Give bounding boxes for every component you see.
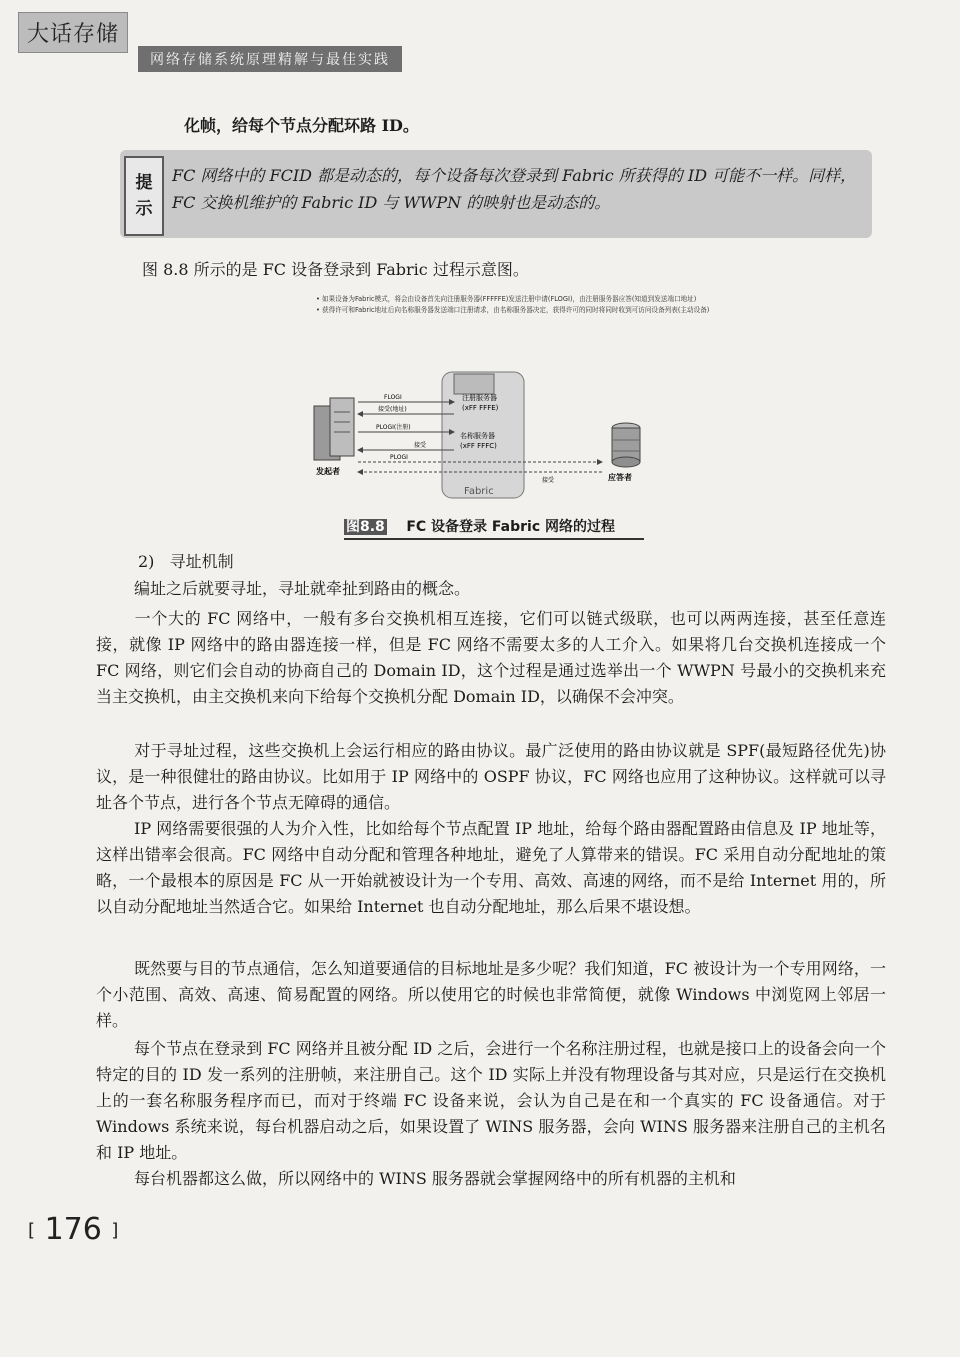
registrar-server-icon — [454, 374, 494, 394]
arrow-label-accept-2: 接受 — [542, 477, 555, 484]
paragraph: 既然要与目的节点通信，怎么知道要通信的目标地址是多少呢？我们知道，FC 被设计为一个专用网络，一个小范围、高效、高速、简易配置的网络。所以使用它的时候也非常简便，就像 Windows 中浏览网上邻居一样。 — [96, 959, 886, 1030]
page-number: [ 176 ] — [28, 1212, 119, 1247]
paragraph: 一个大的 FC 网络中，一般有多台交换机相互连接，它们可以链式级联，也可以两两连接，甚至任意连接，就像 IP 网络中的路由器连接一样，但是 FC 网络不需要太多的人工介入。如果将几台交换机连接成一个 FC 网络，则它们会自动的协商自己的 Domain ID，这个过程是通过选举出一个 WWPN 号最小的交换机来充当主交换机，由主交换机来向下给每个交换机分配 Domain ID，以确保不会冲突。 — [96, 609, 886, 706]
book-subtitle: 网络存储系统原理精解与最佳实践 — [138, 46, 402, 72]
figure-note: • 获得许可和Fabric地址后向名称服务器发送端口注册请求，由名称服务器决定，获得许可的同时将同时收到可访问设备列表(主动设备) — [316, 306, 710, 314]
arrow-label-flogi: FLOGI — [384, 394, 402, 401]
arrow-label-accept-address: 接受(地址) — [378, 406, 407, 413]
initiator-server-icon — [314, 398, 354, 460]
tip-badge-char: 提 — [135, 173, 153, 193]
tip-text: FC 网络中的 FCID 都是动态的，每个设备每次登录到 Fabric 所获得的 ID 可能不一样。同样，FC 交换机维护的 Fabric ID 与 WWPN 的映射也是动态的。 — [172, 166, 857, 212]
arrow-label-accept: 接受 — [414, 442, 427, 449]
intro-line: 化帧，给每个节点分配环路 ID。 — [184, 116, 419, 135]
responder-label: 应答者 — [608, 473, 632, 482]
responder-storage-icon — [612, 423, 640, 467]
paragraph: 每台机器都这么做，所以网络中的 WINS 服务器就会掌握网络中的所有机器的主机和 — [134, 1169, 736, 1188]
figure-notes — [316, 294, 716, 316]
book-title: 大话存储 — [18, 12, 128, 53]
tip-badge — [124, 156, 164, 236]
paragraph: 对于寻址过程，这些交换机上会运行相应的路由协议。最广泛使用的路由协议就是 SPF(最短路径优先)协议，是一种很健壮的路由协议。比如用于 IP 网络中的 OSPF 协议，FC 网络也应用了这种协议。这样就可以寻址各个节点，进行各个节点无障碍的通信。 — [96, 741, 886, 812]
registrar-name: 注册服务器 — [462, 394, 497, 402]
fabric-login-diagram — [296, 360, 676, 510]
arrow-label-plogi-register: PLOGI(注册) — [376, 424, 411, 431]
tip-badge-char: 示 — [135, 199, 153, 219]
fabric-label: Fabric — [464, 486, 494, 497]
paragraph: 编址之后就要寻址，寻址就牵扯到路由的概念。 — [134, 579, 471, 598]
figure-caption-text: FC 设备登录 Fabric 网络的过程 — [406, 519, 615, 535]
tip-box — [120, 150, 872, 238]
registrar-address: (xFF FFFE) — [462, 404, 499, 412]
figure-caption-label: 图8.8 — [346, 519, 385, 535]
nameserver-name: 名称服务器 — [460, 432, 495, 440]
section-heading: 2) 寻址机制 — [138, 552, 234, 571]
figure-note: • 如果设备为Fabric模式，将会由设备首先向注册服务器(FFFFFE)发送注册申请(FLOGI)，由注册服务器应答(知道到发送端口地址) — [316, 295, 697, 303]
page-number-value: 176 — [44, 1212, 102, 1247]
figure-caption — [344, 516, 644, 540]
paragraph: 每个节点在登录到 FC 网络并且被分配 ID 之后，会进行一个名称注册过程，也就是接口上的设备会向一个特定的目的 ID 发一系列的注册帧，来注册自己。这个 ID 实际上并没有物理设备与其对应，只是运行在交换机上的一套名称服务程序而已，而对于终端 FC 设备来说，会认为自己是在和一个真实的 FC 设备通信。对于 Windows 系统来说，每台机器启动之后，如果设置了 WINS 服务器，会向 WINS 服务器来注册自己的主机名和 IP 地址。 — [96, 1039, 886, 1162]
paragraph: IP 网络需要很强的人为介入性，比如给每个节点配置 IP 地址，给每个路由器配置路由信息及 IP 地址等，这样出错率会很高。FC 网络中自动分配和管理各种地址，避免了人算带来的错误。FC 采用自动分配地址的策略，一个最根本的原因是 FC 从一开始就被设计为一个专用、高效、高速的网络，而不是给 Internet 用的，所以自动分配地址当然适合它。如果给 Internet 也自动分配地址，那么后果不堪设想。 — [96, 819, 886, 916]
arrow-label-plogi: PLOGI — [390, 454, 408, 461]
nameserver-address: (xFF FFFC) — [460, 442, 497, 450]
initiator-label: 发起者 — [316, 467, 340, 476]
figure-intro: 图 8.8 所示的是 FC 设备登录到 Fabric 过程示意图。 — [142, 260, 529, 279]
